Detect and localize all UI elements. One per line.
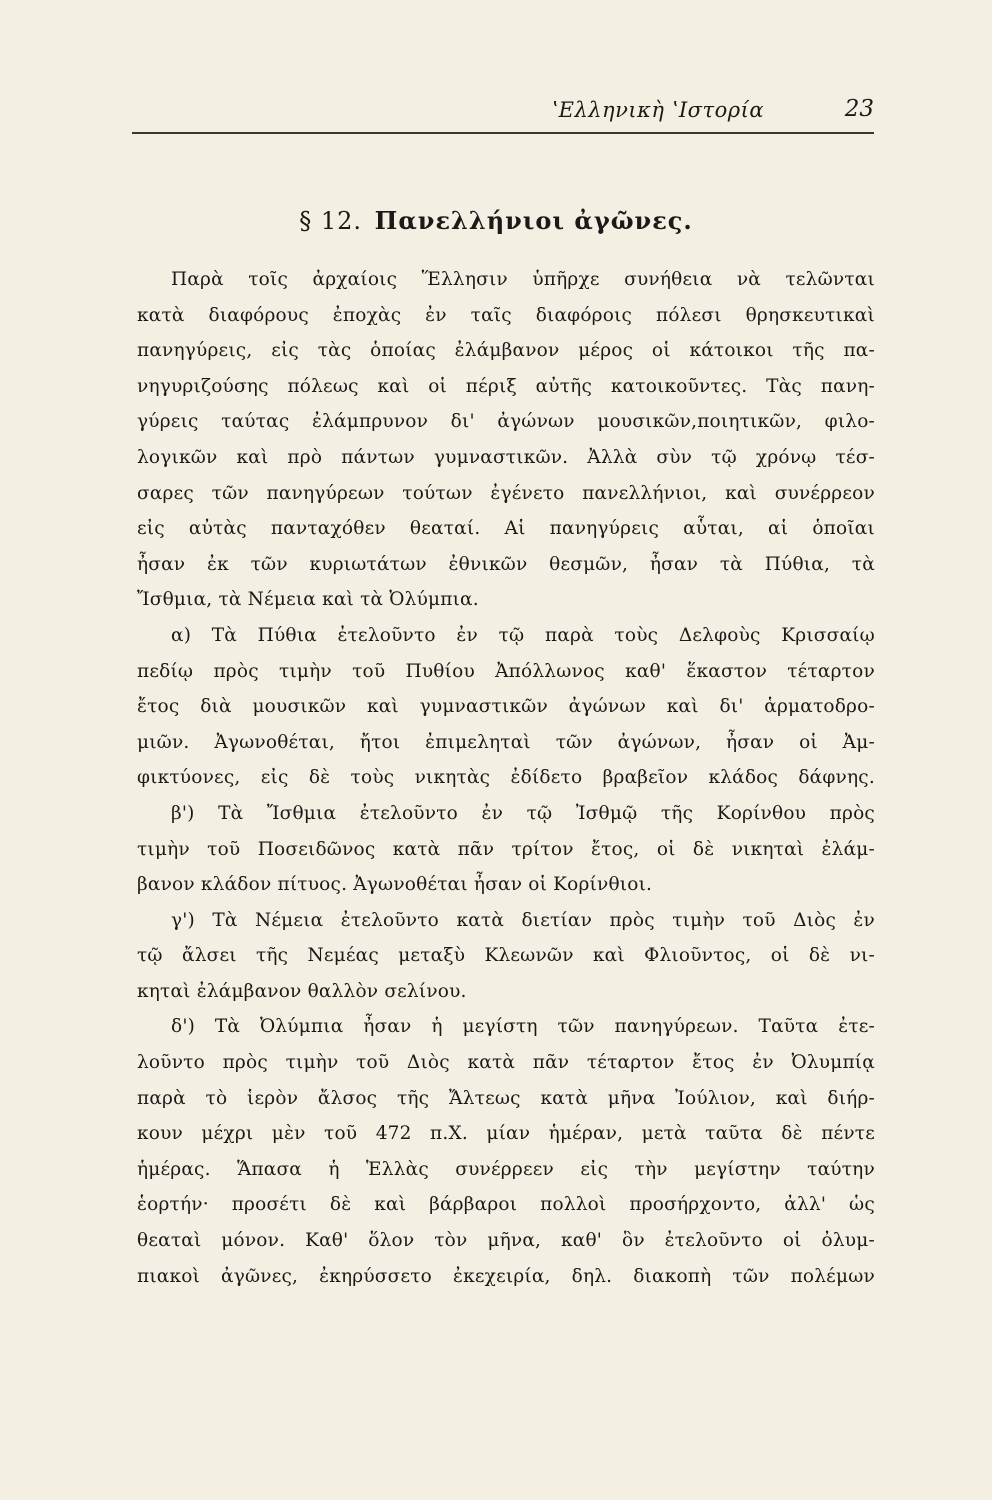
text-line: γ') Τὰ Νέμεια ἐτελοῦντο κατὰ διετίαν πρὸς τιμὴν τοῦ Διὸς ἐν: [171, 909, 875, 931]
text-line: τῷ ἄλσει τῆς Νεμέας μεταξὺ Κλεωνῶν καὶ Φλιοῦντος, οἱ δὲ νι-: [137, 945, 875, 967]
page-number: 23: [844, 96, 874, 122]
text-line: σαρες τῶν πανηγύρεων τούτων ἐγένετο πανελλήνιοι, καὶ συνέρρεον: [137, 482, 875, 504]
section-title: Πανελλήνιοι ἀγῶνες.: [374, 206, 693, 235]
text-line: φικτύονες, εἰς δὲ τοὺς νικητὰς ἐδίδετο βραβεῖον κλάδος δάφνης.: [137, 767, 875, 789]
text-line: δ') Τὰ Ὀλύμπια ἦσαν ἡ μεγίστη τῶν πανηγύρεων. Ταῦτα ἐτε-: [171, 1016, 875, 1038]
section-number: § 12.: [299, 207, 363, 235]
text-line: β') Τὰ Ἴσθμια ἐτελοῦντο ἐν τῷ Ἰσθμῷ τῆς Κορίνθου πρὸς: [171, 802, 875, 824]
text-line: νηγυριζούσης πόλεως καὶ οἱ πέριξ αὐτῆς κατοικοῦντες. Τὰς πανη-: [137, 375, 875, 397]
text-line: πιακοὶ ἀγῶνες, ἐκηρύσσετο ἐκεχειρία, δηλ. διακοπὴ τῶν πολέμων: [137, 1265, 875, 1287]
text-line: πανηγύρεις, εἰς τὰς ὁποίας ἐλάμβανον μέρος οἱ κάτοικοι τῆς πα-: [137, 340, 875, 362]
text-line: θεαταὶ μόνον. Καθ' ὅλον τὸν μῆνα, καθ' ὃν ἐτελοῦντο οἱ ὀλυμ-: [137, 1230, 875, 1252]
header-rule: [132, 132, 874, 134]
running-header: [132, 94, 874, 128]
text-line: εἰς αὐτὰς πανταχόθεν θεαταί. Αἱ πανηγύρεις αὗται, αἱ ὁποῖαι: [137, 518, 875, 540]
text-line: Παρὰ τοῖς ἀρχαίοις Ἕλλησιν ὑπῆρχε συνήθεια νὰ τελῶνται: [171, 269, 875, 290]
text-line: α) Τὰ Πύθια ἐτελοῦντο ἐν τῷ παρὰ τοὺς Δελφοὺς Κρισσαίῳ: [171, 624, 875, 646]
text-line: λογικῶν καὶ πρὸ πάντων γυμναστικῶν. Ἀλλὰ σὺν τῷ χρόνῳ τέσ-: [137, 446, 875, 468]
text-line: μιῶν. Ἀγωνοθέται, ἤτοι ἐπιμεληταὶ τῶν ἀγώνων, ἦσαν οἱ Ἀμ-: [137, 731, 875, 753]
body-text: [137, 262, 875, 1294]
text-line: κατὰ διαφόρους ἐποχὰς ἐν ταῖς διαφόροις πόλεσι θρησκευτικαὶ: [137, 304, 875, 326]
text-line: Ἴσθμια, τὰ Νέμεια καὶ τὰ Ὀλύμπια.: [137, 589, 479, 611]
text-line: κηταὶ ἐλάμβανον θαλλὸν σελίνου.: [137, 980, 467, 1002]
text-line: κουν μέχρι μὲν τοῦ 472 π.Χ. μίαν ἡμέραν, μετὰ ταῦτα δὲ πέντε: [137, 1123, 875, 1145]
section-heading: [0, 206, 992, 235]
text-line: πεδίῳ πρὸς τιμὴν τοῦ Πυθίου Ἀπόλλωνος καθ' ἕκαστον τέταρτον: [137, 660, 875, 682]
text-line: τιμὴν τοῦ Ποσειδῶνος κατὰ πᾶν τρίτον ἔτος, οἱ δὲ νικηταὶ ἐλάμ-: [137, 838, 875, 860]
text-line: λοῦντο πρὸς τιμὴν τοῦ Διὸς κατὰ πᾶν τέταρτον ἔτος ἐν Ὀλυμπίᾳ: [137, 1052, 875, 1074]
running-title: ʽΕλληνικὴ ʽΙστορία: [551, 98, 764, 122]
text-line: παρὰ τὸ ἱερὸν ἄλσος τῆς Ἄλτεως κατὰ μῆνα Ἰούλιον, καὶ διήρ-: [137, 1087, 875, 1109]
text-line: βανον κλάδον πίτυος. Ἀγωνοθέται ἦσαν οἱ Κορίνθιοι.: [137, 874, 653, 896]
text-line: ἦσαν ἐκ τῶν κυριωτάτων ἐθνικῶν θεσμῶν, ἦσαν τὰ Πύθια, τὰ: [137, 553, 875, 575]
text-line: ἔτος διὰ μουσικῶν καὶ γυμναστικῶν ἀγώνων καὶ δι' ἁρματοδρο-: [137, 696, 875, 718]
text-line: γύρεις ταύτας ἐλάμπρυνον δι' ἀγώνων μουσικῶν,ποιητικῶν, φιλο-: [137, 411, 875, 433]
text-line: ἡμέρας. Ἅπασα ἡ Ἑλλὰς συνέρρεεν εἰς τὴν μεγίστην ταύτην: [137, 1158, 875, 1180]
text-line: ἑορτήν· προσέτι δὲ καὶ βάρβαροι πολλοὶ προσήρχοντο, ἀλλ' ὡς: [137, 1194, 875, 1216]
